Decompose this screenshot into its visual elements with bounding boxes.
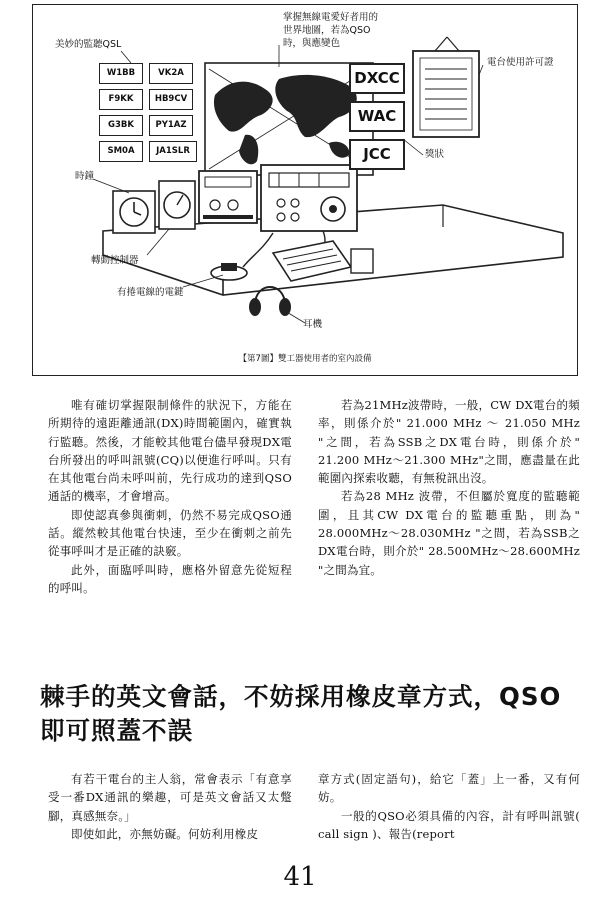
illustration-figure: [32, 4, 578, 376]
label-qsl: 美妙的監聽QSL: [55, 39, 122, 50]
column-2: [318, 396, 580, 579]
section-headline: 棘手的英文會話，不妨採用橡皮章方式，QSO即可照蓋不誤: [40, 682, 562, 745]
label-headphones: 耳機: [303, 319, 323, 330]
paragraph: 章方式(固定語句)，給它「蓋」上一番，又有何妨。: [318, 772, 580, 805]
qsl-card: W1BB: [99, 63, 143, 84]
qsl-card: VK2A: [149, 63, 193, 84]
clock: [113, 191, 155, 233]
label-award: 獎狀: [425, 149, 445, 160]
paragraph: 一般的QSO必須具備的內容，計有呼叫訊號( call sign )、報告(report: [318, 808, 580, 841]
qsl-card: PY1AZ: [149, 115, 193, 136]
column-4: [318, 770, 580, 843]
qsl-card: HB9CV: [149, 89, 193, 110]
paragraph: 即使如此，亦無妨礙。何妨利用橡皮: [71, 826, 259, 841]
qsl-card: G3BK: [99, 115, 143, 136]
paragraph: 若為28 MHz 波帶，不但屬於寬度的監聽範圍，且其CW DX電台的監聽重點，則為" 28.000MHz～28.030MHz "之間，若為SSB之DX電台時，則介於" 28.500MHz～28.600MHz "之間為宜。: [318, 489, 580, 577]
figure-caption: 【第7圖】雙工器使用者的室內設備: [238, 354, 372, 364]
paragraph: 若為21MHz波帶時，一般，CW DX電台的頻率，則係介於" 21.000 MHz ～ 21.050 MHz "之間，若為SSB之DX電台時，則係介於" 21.200 MHz～21.300 MHz"之間，應盡量在此範圍內探索收聽，有無稅訊出沒。: [318, 398, 580, 486]
qsl-card: SM0A: [99, 141, 143, 162]
paragraph: 有若干電台的主人翁，常會表示「有意享受一番DX通訊的樂趣，可是英文會話又太蹩腳，真感無奈。」: [48, 772, 292, 823]
label-clock: 時鐘: [75, 171, 95, 182]
label-license: 電台使用許可證: [487, 57, 554, 68]
award-plaque: WAC: [349, 101, 405, 132]
column-3: [48, 770, 292, 843]
world-map: [205, 63, 373, 175]
license-frame: [413, 37, 479, 137]
label-map: 掌握無線電愛好者用的 世界地圖，若為QSO 時，與應變色: [283, 12, 379, 49]
award-plaque: DXCC: [349, 63, 405, 94]
qsl-card: JA1SLR: [149, 141, 197, 162]
paragraph: 即使認真參與衝刺，仍然不易完成QSO通話。縱然較其他電台快速，至少在衝刺之前先從事呼叫才是正確的訣竅。: [48, 507, 292, 559]
transceiver-left: [199, 171, 257, 223]
rotator-controller: [159, 181, 195, 229]
qsl-card: F9KK: [99, 89, 143, 110]
label-key: 有捲電線的電鍵: [117, 287, 184, 298]
label-rotator: 轉動控制器: [91, 255, 139, 266]
transceiver-main: [261, 165, 357, 231]
award-plaque: JCC: [349, 139, 405, 170]
column-1: [48, 396, 292, 597]
paragraph: 此外，面臨呼叫時，應格外留意先從短程的呼叫。: [48, 562, 292, 595]
paragraph: 唯有確切掌握限制條件的狀況下，方能在所期待的遠距離通訊(DX)時間範圍內，確實執行監聽。然後，才能較其他電台儘早發現DX電台所發出的呼叫訊號(CQ)以便進行呼叫。只有在其他電台尚未呼叫前，先行成功的達到QSO通話的機率，才會增高。: [48, 398, 292, 504]
page-number: 41: [283, 862, 317, 892]
